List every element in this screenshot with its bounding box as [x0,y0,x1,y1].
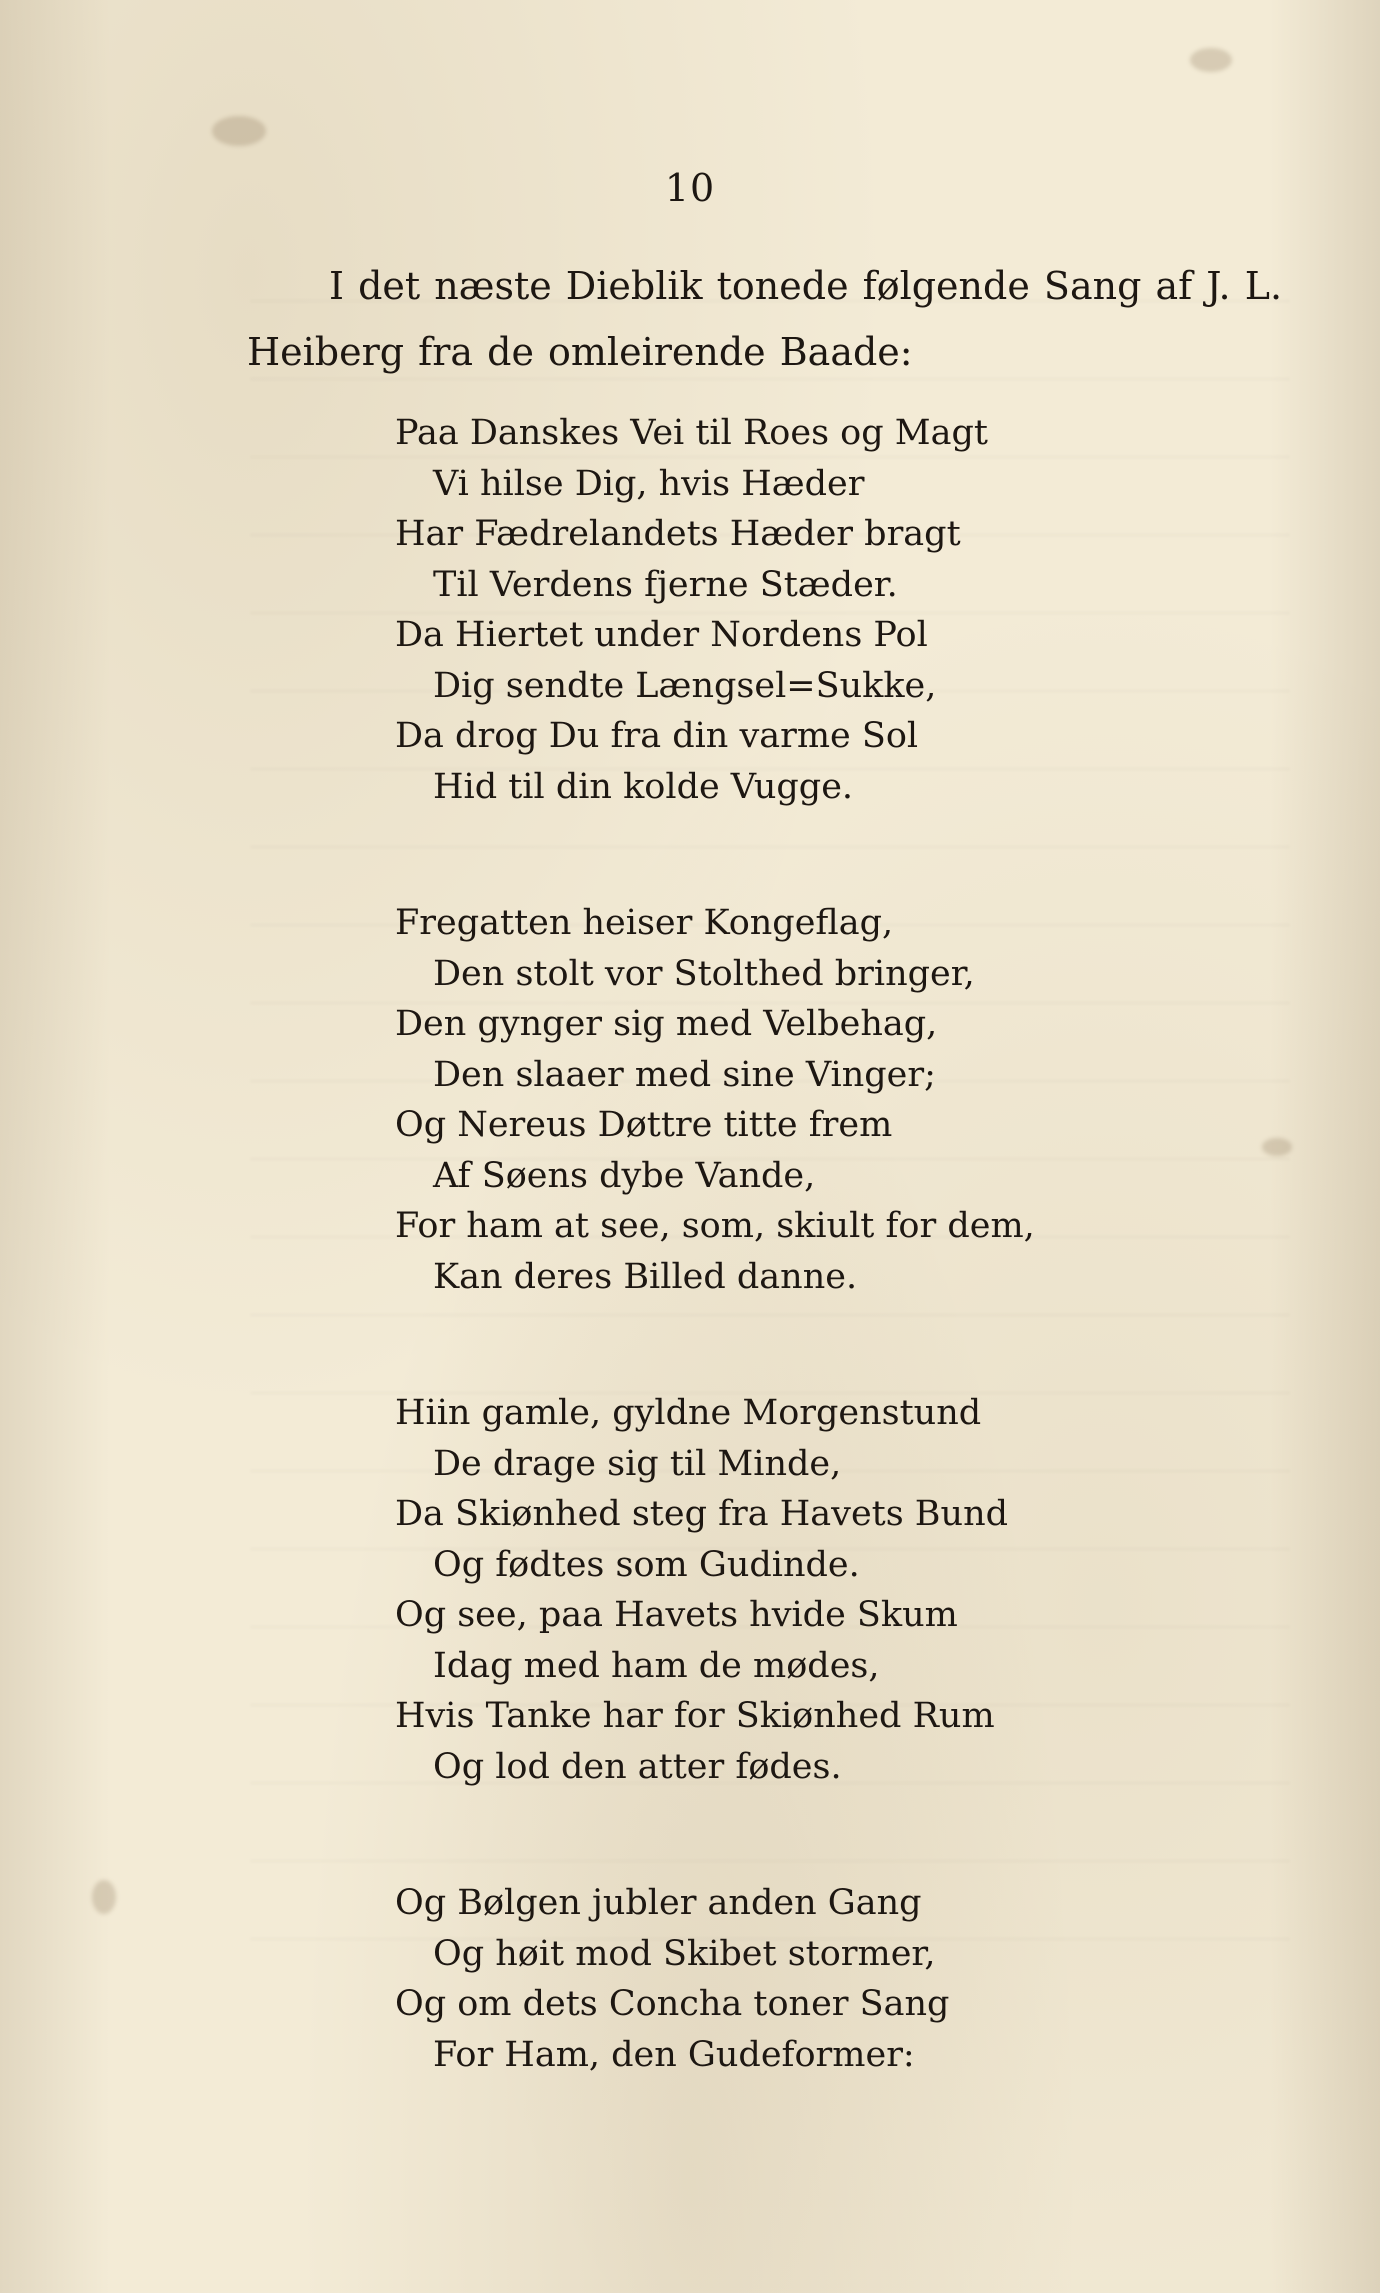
poem-line: Da Skiønhed steg fra Havets Bund [395,1494,1009,1534]
poem-line: De drage sig til Minde, [433,1443,842,1484]
poem-line: Til Verdens fjerne Stæder. [433,564,898,605]
intro-line: Heiberg fra de omleirende Baade: [247,330,913,374]
poem-line: Fregatten heiser Kongeflag, [395,903,894,943]
poem-line: Da Hiertet under Nordens Pol [395,615,928,655]
poem-line: Og fødtes som Gudinde. [433,1544,860,1585]
intro-paragraph [247,253,1283,385]
paper-stain [212,116,266,146]
poem-line: Og see, paa Havets hvide Skum [395,1595,958,1635]
poem-line: Idag med ham de mødes, [433,1645,880,1686]
poem-line: Den stolt vor Stolthed bringer, [433,953,975,994]
poem-line: Hid til din kolde Vugge. [433,766,854,807]
poem-line: For Ham, den Gudeformer: [433,2034,915,2075]
poem-line: Og lod den atter fødes. [433,1746,842,1787]
paper-stain [92,1880,116,1914]
poem-line: Kan deres Billed danne. [433,1256,858,1297]
poem-line: Og om dets Concha toner Sang [395,1984,950,2024]
poem-line: Da drog Du fra din varme Sol [395,716,919,756]
poem-line: Af Søens dybe Vande, [433,1155,816,1196]
poem-line: Og Bølgen jubler anden Gang [395,1883,922,1923]
poem-line: Dig sendte Længsel=Sukke, [433,665,937,706]
stanza-1 [395,408,1245,812]
paper-stain [1262,1138,1292,1156]
poem-line: Den slaaer med sine Vinger; [433,1054,936,1095]
intro-line: I det næste Dieblik tonede følgende Sang af J. L. [329,264,1283,308]
page-number: 10 [664,166,716,210]
poem-line: For ham at see, som, skiult for dem, [395,1206,1035,1246]
poem [395,408,1245,2166]
poem-line: Og høit mod Skibet stormer, [433,1933,936,1974]
poem-line: Vi hilse Dig, hvis Hæder [433,463,865,504]
poem-line: Den gynger sig med Velbehag, [395,1004,938,1044]
stanza-4 [395,1878,1245,2080]
poem-line: Hvis Tanke har for Skiønhed Rum [395,1696,995,1736]
paper-stain [1190,48,1232,72]
poem-line: Har Fædrelandets Hæder bragt [395,514,961,554]
stanza-2 [395,898,1245,1302]
poem-line: Hiin gamle, gyldne Morgenstund [395,1393,982,1433]
poem-line: Og Nereus Døttre titte frem [395,1105,893,1145]
poem-line: Paa Danskes Vei til Roes og Magt [395,413,988,453]
stanza-3 [395,1388,1245,1792]
